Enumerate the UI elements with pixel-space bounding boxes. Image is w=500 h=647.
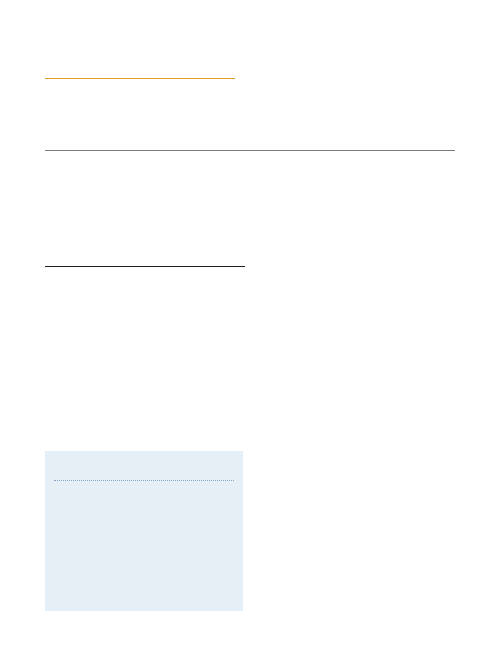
article-info-box	[45, 451, 243, 611]
abstract-heading	[45, 266, 245, 270]
masthead-rule	[45, 78, 235, 79]
section-divider	[45, 150, 455, 151]
info-divider	[54, 480, 234, 481]
journal-masthead	[45, 48, 295, 96]
